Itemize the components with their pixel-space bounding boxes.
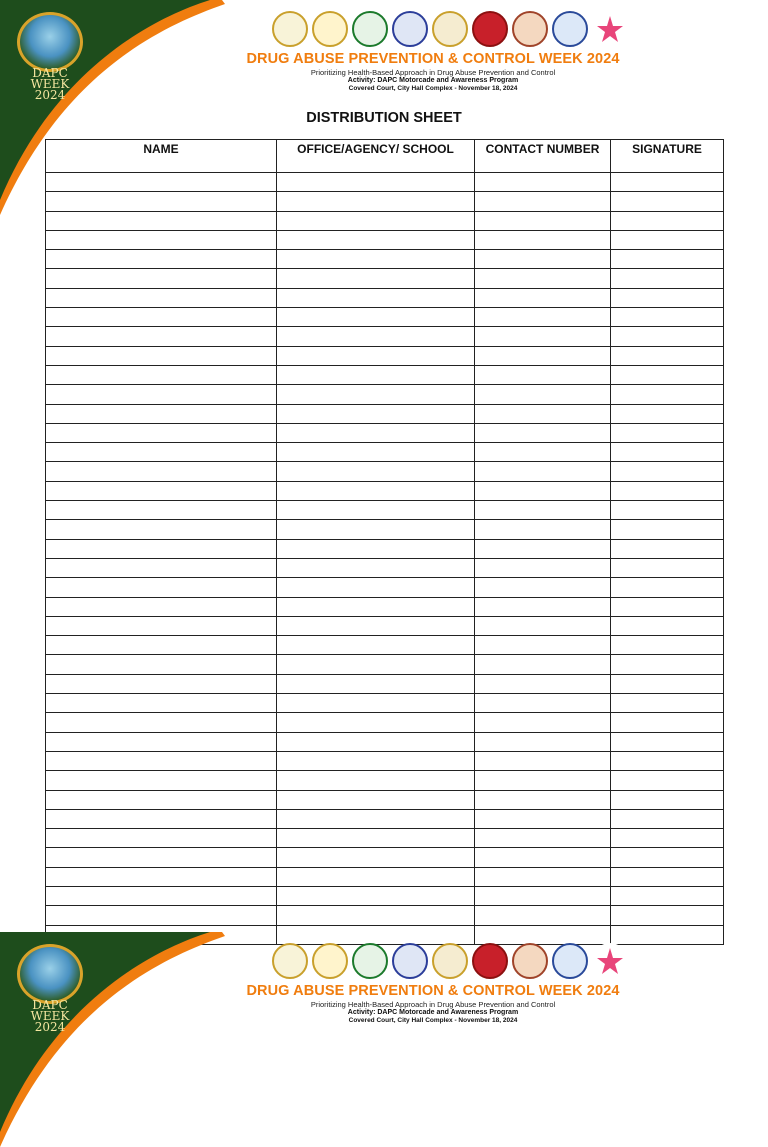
event-activity: Activity: DAPC Motorcade and Awareness Program [347, 77, 519, 84]
table-row [46, 539, 724, 558]
signature-cell[interactable] [611, 346, 724, 365]
table-body [46, 173, 724, 945]
signature-cell[interactable] [611, 906, 724, 925]
agency-seal-icon [552, 11, 588, 47]
office-cell[interactable] [277, 655, 475, 674]
signature-cell[interactable] [611, 597, 724, 616]
signature-cell[interactable] [611, 732, 724, 751]
name-cell[interactable] [46, 423, 277, 442]
dapc-emblem-icon [17, 12, 83, 72]
office-cell[interactable] [277, 269, 475, 288]
name-cell[interactable] [46, 250, 277, 269]
table-row [46, 655, 724, 674]
office-cell[interactable] [277, 443, 475, 462]
table-row [46, 616, 724, 635]
signature-cell[interactable] [611, 230, 724, 249]
name-cell[interactable] [46, 385, 277, 404]
contact-cell[interactable] [475, 539, 611, 558]
office-cell[interactable] [277, 558, 475, 577]
table-row [46, 385, 724, 404]
name-cell[interactable] [46, 771, 277, 790]
signature-cell[interactable] [611, 751, 724, 770]
contact-cell[interactable] [475, 346, 611, 365]
emblem-line-3: 2024 [34, 1020, 66, 1034]
signature-cell[interactable] [611, 713, 724, 732]
office-cell[interactable] [277, 365, 475, 384]
office-cell[interactable] [277, 809, 475, 828]
table-row [46, 520, 724, 539]
table-row [46, 694, 724, 713]
agency-seal-icon [552, 943, 588, 979]
city-seal-icon [272, 11, 308, 47]
office-cell[interactable] [277, 713, 475, 732]
office-cell[interactable] [277, 385, 475, 404]
name-cell[interactable] [46, 809, 277, 828]
partner-logos [272, 943, 628, 979]
name-cell[interactable] [46, 443, 277, 462]
office-cell[interactable] [277, 829, 475, 848]
signature-cell[interactable] [611, 539, 724, 558]
office-cell[interactable] [277, 423, 475, 442]
contact-cell[interactable] [475, 674, 611, 693]
office-cell[interactable] [277, 462, 475, 481]
signature-cell[interactable] [611, 867, 724, 886]
contact-cell[interactable] [475, 501, 611, 520]
contact-cell[interactable] [475, 365, 611, 384]
contact-cell[interactable] [475, 751, 611, 770]
name-cell[interactable] [46, 558, 277, 577]
signature-cell[interactable] [611, 848, 724, 867]
column-header-office: OFFICE/AGENCY/ SCHOOL [277, 140, 475, 173]
contact-cell[interactable] [475, 481, 611, 500]
name-cell[interactable] [46, 173, 277, 192]
table-row [46, 597, 724, 616]
signature-cell[interactable] [611, 694, 724, 713]
name-cell[interactable] [46, 481, 277, 500]
star-logo-icon [592, 943, 628, 979]
office-cell[interactable] [277, 751, 475, 770]
table-row [46, 771, 724, 790]
table-row [46, 404, 724, 423]
name-cell[interactable] [46, 655, 277, 674]
name-cell[interactable] [46, 829, 277, 848]
table-row [46, 713, 724, 732]
event-venue-date: Covered Court, City Hall Complex - November 18, 2024 [348, 85, 518, 92]
signature-cell[interactable] [611, 809, 724, 828]
office-cell[interactable] [277, 732, 475, 751]
table-row [46, 751, 724, 770]
name-cell[interactable] [46, 578, 277, 597]
contact-cell[interactable] [475, 848, 611, 867]
table-header-row [46, 140, 724, 173]
signature-cell[interactable] [611, 558, 724, 577]
column-header-signature: SIGNATURE [611, 140, 724, 173]
signature-cell[interactable] [611, 192, 724, 211]
contact-cell[interactable] [475, 250, 611, 269]
signature-cell[interactable] [611, 616, 724, 635]
emblem-line-3: 2024 [34, 88, 66, 102]
table-row [46, 462, 724, 481]
name-cell[interactable] [46, 694, 277, 713]
contact-cell[interactable] [475, 404, 611, 423]
contact-cell[interactable] [475, 694, 611, 713]
agency-seal-icon [512, 943, 548, 979]
name-cell[interactable] [46, 462, 277, 481]
name-cell[interactable] [46, 616, 277, 635]
table-row [46, 867, 724, 886]
header-banner [0, 0, 768, 120]
signature-cell[interactable] [611, 771, 724, 790]
name-cell[interactable] [46, 269, 277, 288]
signature-cell[interactable] [611, 829, 724, 848]
column-header-contact: CONTACT NUMBER [475, 140, 611, 173]
office-cell[interactable] [277, 694, 475, 713]
table-row [46, 848, 724, 867]
table-row [46, 481, 724, 500]
office-cell[interactable] [277, 867, 475, 886]
table-row [46, 501, 724, 520]
signature-cell[interactable] [611, 173, 724, 192]
signature-cell[interactable] [611, 462, 724, 481]
signature-cell[interactable] [611, 636, 724, 655]
sheet-title: DISTRIBUTION SHEET [306, 110, 462, 126]
contact-cell[interactable] [475, 713, 611, 732]
emblem-line-2: WEEK [30, 77, 70, 91]
office-cell[interactable] [277, 886, 475, 905]
event-title: DRUG ABUSE PREVENTION & CONTROL WEEK 2024 [246, 51, 620, 67]
signature-cell[interactable] [611, 423, 724, 442]
office-cell[interactable] [277, 308, 475, 327]
pnp-badge-icon [472, 943, 508, 979]
name-cell[interactable] [46, 597, 277, 616]
signature-cell[interactable] [611, 481, 724, 500]
office-cell[interactable] [277, 906, 475, 925]
contact-cell[interactable] [475, 327, 611, 346]
table-row [46, 636, 724, 655]
office-cell[interactable] [277, 481, 475, 500]
table-row [46, 365, 724, 384]
signature-cell[interactable] [611, 501, 724, 520]
signature-cell[interactable] [611, 365, 724, 384]
signature-cell[interactable] [611, 269, 724, 288]
signature-cell[interactable] [611, 886, 724, 905]
name-cell[interactable] [46, 790, 277, 809]
signature-cell[interactable] [611, 327, 724, 346]
emblem-line-1: DAPC [32, 998, 68, 1012]
office-cell[interactable] [277, 230, 475, 249]
table-row [46, 578, 724, 597]
name-cell[interactable] [46, 230, 277, 249]
contact-cell[interactable] [475, 288, 611, 307]
table-row [46, 230, 724, 249]
signature-cell[interactable] [611, 443, 724, 462]
dilg-logo-icon [312, 943, 348, 979]
distribution-table [45, 139, 723, 942]
column-header-name: NAME [46, 140, 277, 173]
contact-cell[interactable] [475, 597, 611, 616]
city-seal-icon [272, 943, 308, 979]
table-row [46, 327, 724, 346]
pdea-logo-icon [352, 11, 388, 47]
contact-cell[interactable] [475, 732, 611, 751]
table-row [46, 288, 724, 307]
office-cell[interactable] [277, 327, 475, 346]
contact-cell[interactable] [475, 211, 611, 230]
contact-cell[interactable] [475, 558, 611, 577]
office-cell[interactable] [277, 578, 475, 597]
dilg-logo-icon [312, 11, 348, 47]
name-cell[interactable] [46, 732, 277, 751]
contact-cell[interactable] [475, 269, 611, 288]
partner-logos [272, 11, 628, 47]
event-theme: Prioritizing Health-Based Approach in Drug Abuse Prevention and Control [310, 68, 556, 77]
name-cell[interactable] [46, 192, 277, 211]
contact-cell[interactable] [475, 636, 611, 655]
table-row [46, 211, 724, 230]
table-row [46, 674, 724, 693]
signature-cell[interactable] [611, 288, 724, 307]
contact-cell[interactable] [475, 771, 611, 790]
office-cell[interactable] [277, 520, 475, 539]
contact-cell[interactable] [475, 385, 611, 404]
contact-cell[interactable] [475, 192, 611, 211]
contact-cell[interactable] [475, 308, 611, 327]
signature-cell[interactable] [611, 250, 724, 269]
office-cell[interactable] [277, 597, 475, 616]
event-title: DRUG ABUSE PREVENTION & CONTROL WEEK 2024 [246, 983, 620, 999]
name-cell[interactable] [46, 713, 277, 732]
signature-cell[interactable] [611, 404, 724, 423]
office-cell[interactable] [277, 404, 475, 423]
signature-cell[interactable] [611, 578, 724, 597]
contact-cell[interactable] [475, 173, 611, 192]
office-cell[interactable] [277, 173, 475, 192]
office-cell[interactable] [277, 848, 475, 867]
emblem-line-1: DAPC [32, 66, 68, 80]
office-cell[interactable] [277, 674, 475, 693]
contact-cell[interactable] [475, 230, 611, 249]
contact-cell[interactable] [475, 443, 611, 462]
office-cell[interactable] [277, 250, 475, 269]
contact-cell[interactable] [475, 520, 611, 539]
table-row [46, 443, 724, 462]
table-row [46, 269, 724, 288]
agency-seal-icon [512, 11, 548, 47]
star-logo-icon [592, 11, 628, 47]
contact-cell[interactable] [475, 423, 611, 442]
event-activity: Activity: DAPC Motorcade and Awareness Program [347, 1009, 519, 1016]
name-cell[interactable] [46, 308, 277, 327]
table-row [46, 192, 724, 211]
name-cell[interactable] [46, 848, 277, 867]
office-cell[interactable] [277, 346, 475, 365]
office-cell[interactable] [277, 288, 475, 307]
name-cell[interactable] [46, 365, 277, 384]
name-cell[interactable] [46, 327, 277, 346]
name-cell[interactable] [46, 211, 277, 230]
name-cell[interactable] [46, 346, 277, 365]
contact-cell[interactable] [475, 867, 611, 886]
signature-cell[interactable] [611, 520, 724, 539]
event-theme: Prioritizing Health-Based Approach in Drug Abuse Prevention and Control [310, 1000, 556, 1009]
name-cell[interactable] [46, 404, 277, 423]
table-row [46, 790, 724, 809]
pdea-logo-icon [352, 943, 388, 979]
contact-cell[interactable] [475, 829, 611, 848]
signature-cell[interactable] [611, 308, 724, 327]
contact-cell[interactable] [475, 886, 611, 905]
pnp-badge-icon [472, 11, 508, 47]
table-row [46, 173, 724, 192]
contact-cell[interactable] [475, 809, 611, 828]
table-row [46, 906, 724, 925]
contact-cell[interactable] [475, 462, 611, 481]
office-cell[interactable] [277, 616, 475, 635]
table-row [46, 250, 724, 269]
table-row [46, 829, 724, 848]
name-cell[interactable] [46, 867, 277, 886]
table-row [46, 423, 724, 442]
name-cell[interactable] [46, 539, 277, 558]
office-cell[interactable] [277, 771, 475, 790]
table-row [46, 308, 724, 327]
name-cell[interactable] [46, 636, 277, 655]
office-cell[interactable] [277, 192, 475, 211]
table-row [46, 809, 724, 828]
deped-seal-icon [392, 11, 428, 47]
contact-cell[interactable] [475, 578, 611, 597]
name-cell[interactable] [46, 674, 277, 693]
table-row [46, 886, 724, 905]
office-cell[interactable] [277, 790, 475, 809]
name-cell[interactable] [46, 906, 277, 925]
agency-seal-icon [432, 943, 468, 979]
footer-banner [0, 932, 768, 1034]
name-cell[interactable] [46, 501, 277, 520]
office-cell[interactable] [277, 501, 475, 520]
table-row [46, 558, 724, 577]
office-cell[interactable] [277, 211, 475, 230]
contact-cell[interactable] [475, 790, 611, 809]
contact-cell[interactable] [475, 655, 611, 674]
signature-cell[interactable] [611, 674, 724, 693]
name-cell[interactable] [46, 886, 277, 905]
name-cell[interactable] [46, 288, 277, 307]
signature-cell[interactable] [611, 790, 724, 809]
contact-cell[interactable] [475, 906, 611, 925]
office-cell[interactable] [277, 539, 475, 558]
emblem-line-2: WEEK [30, 1009, 70, 1023]
table-row [46, 346, 724, 365]
name-cell[interactable] [46, 751, 277, 770]
signature-cell[interactable] [611, 211, 724, 230]
office-cell[interactable] [277, 636, 475, 655]
signature-cell[interactable] [611, 655, 724, 674]
signature-cell[interactable] [611, 385, 724, 404]
agency-seal-icon [432, 11, 468, 47]
name-cell[interactable] [46, 520, 277, 539]
dapc-emblem-icon [17, 944, 83, 1004]
deped-seal-icon [392, 943, 428, 979]
contact-cell[interactable] [475, 616, 611, 635]
table-row [46, 732, 724, 751]
event-venue-date: Covered Court, City Hall Complex - November 18, 2024 [348, 1017, 518, 1024]
